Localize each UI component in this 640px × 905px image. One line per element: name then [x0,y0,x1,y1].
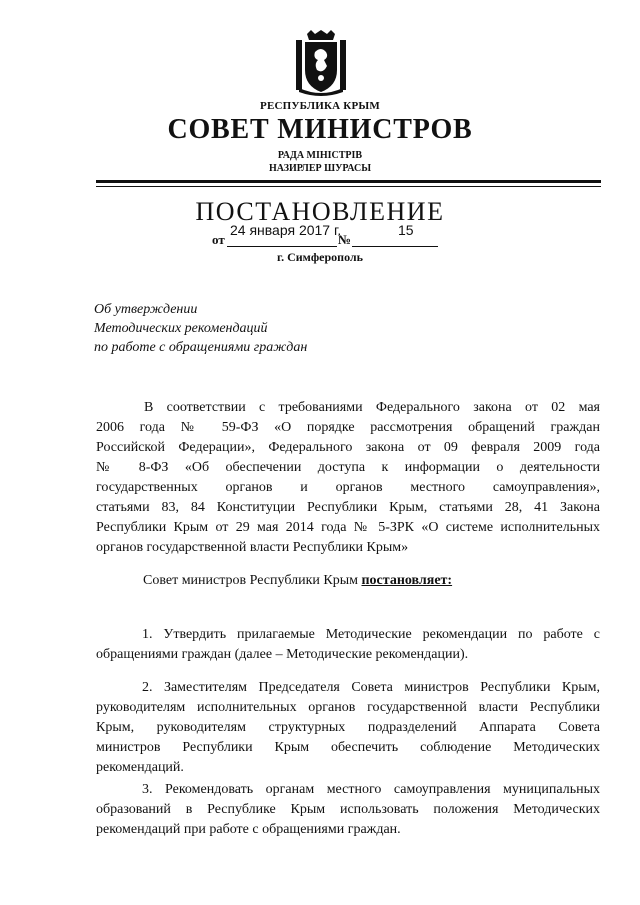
item-line: 3. Рекомендовать органам местного самоуправления муниципальных [142,782,600,797]
decree-number: 15 [398,222,414,238]
date-underline [227,246,337,247]
republic-name: РЕСПУБЛИКА КРЫМ [260,100,380,112]
document-title: ПОСТАНОВЛЕНИЕ [195,197,445,226]
decree-date: 24 января 2017 г. [230,222,342,238]
preamble-line: № 8-ФЗ «Об обеспечении доступа к информации о деятельности [96,460,600,475]
item-3 [96,780,600,840]
item-2 [96,678,600,778]
preamble-line: 2006 года № 59-ФЗ «О порядке рассмотрения обращений граждан [96,420,600,435]
item-line: образований в Республике Крым использовать положения Методических [96,802,600,817]
subject-line: Об утверждении [94,302,198,317]
preamble-line: В соответствии с требованиями Федерального закона от 02 мая [144,400,600,415]
item-line: 1. Утвердить прилагаемые Методические рекомендации по работе с [142,627,600,642]
decree-subject [94,300,307,357]
number-sign-label: № [338,232,352,247]
item-line: министров Республики Крым обеспечить соблюдение Методических [96,740,600,755]
item-line: 2. Заместителям Председателя Совета министров Республики Крым, [142,680,600,695]
header-rule-thin [96,186,601,187]
resolution-verb: постановляет: [361,573,453,588]
subject-line: по работе с обращениями граждан [94,340,308,355]
item-line: Крым, руководителям структурных подразделений Аппарата Совета [96,720,600,735]
subject-line: Методических рекомендаций [94,321,268,336]
item-line: обращениями граждан (далее – Методические рекомендации). [96,647,469,662]
council-name-crimean-tatar: НАЗИРЛЕР ШУРАСЫ [268,163,372,174]
preamble-line: Республики Крым от 29 мая 2014 года № 5-ЗРК «О системе исполнительных [96,520,600,535]
city-label: г. Симферополь [277,250,363,264]
crimea-coat-of-arms-icon [293,30,349,96]
preamble-paragraph [96,398,600,558]
preamble-line: государственных органов и органов местного самоуправления», [96,480,600,495]
date-prefix-label: от [212,232,225,247]
preamble-line: органов государственной власти Республики Крым» [96,540,409,555]
header-rule-thick [96,180,601,183]
item-line: рекомендаций. [96,760,184,775]
resolution-text: Совет министров Республики Крым [143,573,358,588]
resolution-line [143,573,452,589]
item-1 [96,625,600,665]
item-line: руководителям исполнительных органов государственной власти Республики [96,700,600,715]
council-name: СОВЕТ МИНИСТРОВ [167,114,473,145]
council-name-ukrainian: РАДА МІНІСТРІВ [277,150,363,161]
item-line: рекомендаций при работе с обращениями граждан. [96,822,401,837]
preamble-line: Российской Федерации», Федерального закона от 09 февраля 2009 года [96,440,600,455]
preamble-line: статьями 83, 84 Конституции Республики Крым, статьями 28, 41 Закона [96,500,600,515]
number-underline [352,246,438,247]
